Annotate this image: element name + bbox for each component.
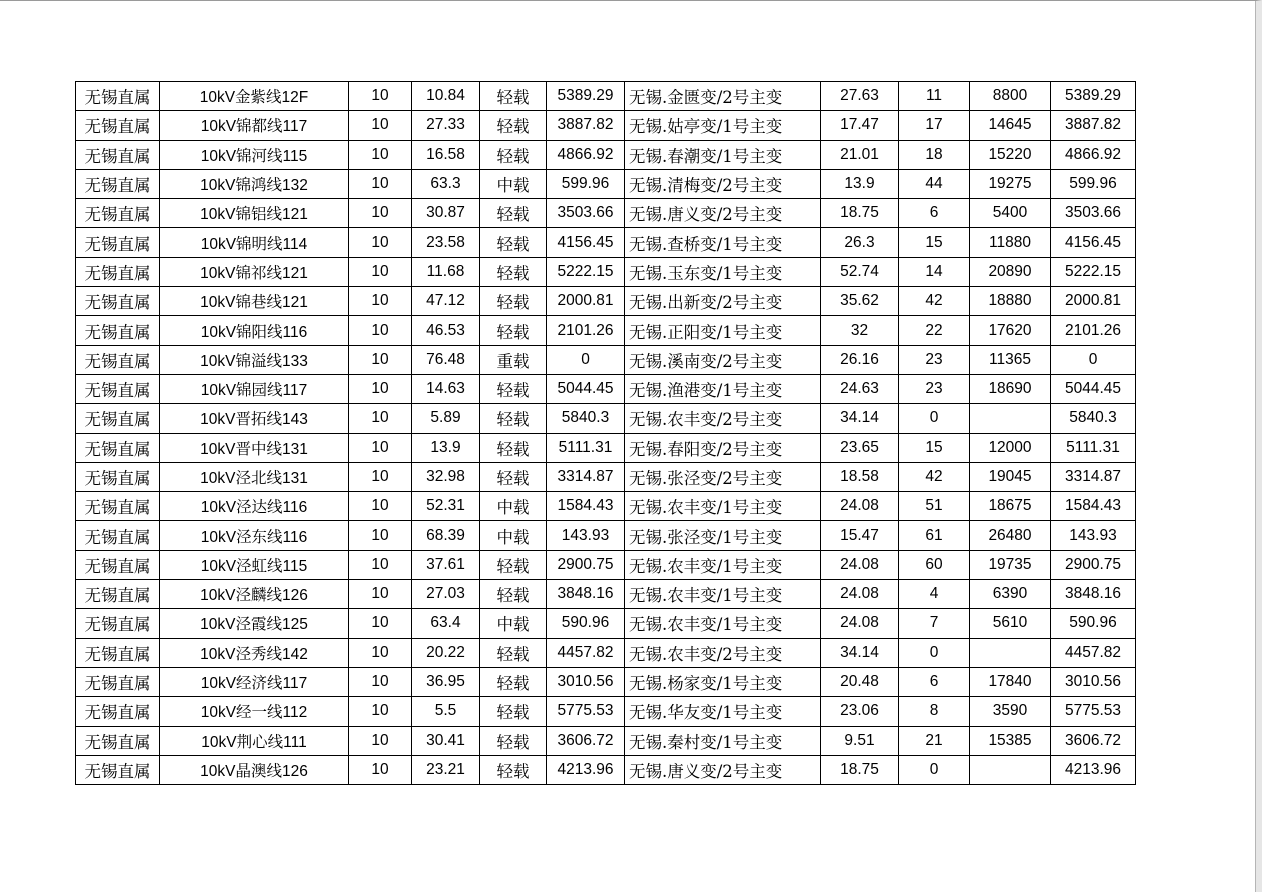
load-status-cell: 轻载 xyxy=(480,140,547,169)
org-cell: 无锡直属 xyxy=(76,521,160,550)
org-cell: 无锡直属 xyxy=(76,111,160,140)
org-cell: 无锡直属 xyxy=(76,550,160,579)
transformer-cell: 无锡.张泾变/2号主变 xyxy=(625,462,821,491)
transformer-cell: 无锡.玉东变/1号主变 xyxy=(625,257,821,286)
user-count-cell: 15 xyxy=(899,228,970,257)
load-status-cell: 轻载 xyxy=(480,755,547,784)
table-row xyxy=(76,697,1136,726)
user-count-cell: 6 xyxy=(899,199,970,228)
table-row xyxy=(76,111,1136,140)
load-rate-cell: 14.63 xyxy=(412,374,480,403)
user-count-cell: 7 xyxy=(899,609,970,638)
installed-capacity-cell: 15220 xyxy=(970,140,1051,169)
line-name-cell: 10kV锦铝线121 xyxy=(160,199,349,228)
transformer-load-cell: 26.3 xyxy=(821,228,899,257)
available-capacity-cell: 5775.53 xyxy=(547,697,625,726)
user-count-cell: 0 xyxy=(899,755,970,784)
line-name-cell: 10kV泾麟线126 xyxy=(160,580,349,609)
line-name-cell: 10kV锦园线117 xyxy=(160,374,349,403)
load-rate-cell: 63.3 xyxy=(412,169,480,198)
available-capacity-cell: 599.96 xyxy=(547,169,625,198)
transformer-load-cell: 23.06 xyxy=(821,697,899,726)
voltage-cell: 10 xyxy=(349,462,412,491)
voltage-cell: 10 xyxy=(349,550,412,579)
installed-capacity-cell: 3590 xyxy=(970,697,1051,726)
remaining-capacity-cell: 4156.45 xyxy=(1051,228,1136,257)
load-rate-cell: 5.5 xyxy=(412,697,480,726)
installed-capacity-cell: 11365 xyxy=(970,345,1051,374)
load-status-cell: 轻载 xyxy=(480,638,547,667)
transformer-cell: 无锡.姑亭变/1号主变 xyxy=(625,111,821,140)
load-rate-cell: 27.33 xyxy=(412,111,480,140)
installed-capacity-cell xyxy=(970,755,1051,784)
user-count-cell: 4 xyxy=(899,580,970,609)
load-rate-cell: 30.87 xyxy=(412,199,480,228)
voltage-cell: 10 xyxy=(349,755,412,784)
remaining-capacity-cell: 5044.45 xyxy=(1051,374,1136,403)
remaining-capacity-cell: 5389.29 xyxy=(1051,82,1136,111)
voltage-cell: 10 xyxy=(349,433,412,462)
transformer-load-cell: 24.63 xyxy=(821,374,899,403)
transformer-load-cell: 15.47 xyxy=(821,521,899,550)
transformer-cell: 无锡.春潮变/1号主变 xyxy=(625,140,821,169)
remaining-capacity-cell: 2900.75 xyxy=(1051,550,1136,579)
org-cell: 无锡直属 xyxy=(76,697,160,726)
voltage-cell: 10 xyxy=(349,697,412,726)
transformer-load-cell: 34.14 xyxy=(821,404,899,433)
installed-capacity-cell: 5400 xyxy=(970,199,1051,228)
load-rate-cell: 10.84 xyxy=(412,82,480,111)
line-name-cell: 10kV锦明线114 xyxy=(160,228,349,257)
table-row xyxy=(76,433,1136,462)
available-capacity-cell: 3887.82 xyxy=(547,111,625,140)
remaining-capacity-cell: 3848.16 xyxy=(1051,580,1136,609)
transformer-load-cell: 18.75 xyxy=(821,199,899,228)
voltage-cell: 10 xyxy=(349,140,412,169)
available-capacity-cell: 5044.45 xyxy=(547,374,625,403)
line-name-cell: 10kV泾东线116 xyxy=(160,521,349,550)
transformer-cell: 无锡.秦村变/1号主变 xyxy=(625,726,821,755)
remaining-capacity-cell: 599.96 xyxy=(1051,169,1136,198)
table-row xyxy=(76,345,1136,374)
load-status-cell: 轻载 xyxy=(480,111,547,140)
user-count-cell: 0 xyxy=(899,404,970,433)
table-row xyxy=(76,667,1136,696)
remaining-capacity-cell: 5111.31 xyxy=(1051,433,1136,462)
load-status-cell: 轻载 xyxy=(480,228,547,257)
available-capacity-cell: 4156.45 xyxy=(547,228,625,257)
table-row xyxy=(76,169,1136,198)
user-count-cell: 51 xyxy=(899,492,970,521)
table-row xyxy=(76,140,1136,169)
line-name-cell: 10kV泾达线116 xyxy=(160,492,349,521)
available-capacity-cell: 1584.43 xyxy=(547,492,625,521)
transformer-load-cell: 24.08 xyxy=(821,609,899,638)
available-capacity-cell: 2000.81 xyxy=(547,287,625,316)
table-row xyxy=(76,609,1136,638)
table-row xyxy=(76,580,1136,609)
transformer-load-cell: 13.9 xyxy=(821,169,899,198)
load-rate-cell: 37.61 xyxy=(412,550,480,579)
installed-capacity-cell: 26480 xyxy=(970,521,1051,550)
org-cell: 无锡直属 xyxy=(76,374,160,403)
load-status-cell: 轻载 xyxy=(480,374,547,403)
installed-capacity-cell: 18675 xyxy=(970,492,1051,521)
available-capacity-cell: 143.93 xyxy=(547,521,625,550)
user-count-cell: 21 xyxy=(899,726,970,755)
load-rate-cell: 30.41 xyxy=(412,726,480,755)
available-capacity-cell: 2101.26 xyxy=(547,316,625,345)
installed-capacity-cell: 19735 xyxy=(970,550,1051,579)
voltage-cell: 10 xyxy=(349,404,412,433)
org-cell: 无锡直属 xyxy=(76,433,160,462)
user-count-cell: 0 xyxy=(899,638,970,667)
available-capacity-cell: 3848.16 xyxy=(547,580,625,609)
voltage-cell: 10 xyxy=(349,638,412,667)
load-status-cell: 轻载 xyxy=(480,550,547,579)
remaining-capacity-cell: 3887.82 xyxy=(1051,111,1136,140)
table-row xyxy=(76,374,1136,403)
transformer-cell: 无锡.春阳变/2号主变 xyxy=(625,433,821,462)
transformer-cell: 无锡.唐义变/2号主变 xyxy=(625,755,821,784)
line-name-cell: 10kV经济线117 xyxy=(160,667,349,696)
org-cell: 无锡直属 xyxy=(76,580,160,609)
installed-capacity-cell: 17620 xyxy=(970,316,1051,345)
remaining-capacity-cell: 3010.56 xyxy=(1051,667,1136,696)
voltage-cell: 10 xyxy=(349,287,412,316)
load-rate-cell: 11.68 xyxy=(412,257,480,286)
transformer-cell: 无锡.华友变/1号主变 xyxy=(625,697,821,726)
org-cell: 无锡直属 xyxy=(76,404,160,433)
table-row xyxy=(76,492,1136,521)
remaining-capacity-cell: 3314.87 xyxy=(1051,462,1136,491)
voltage-cell: 10 xyxy=(349,169,412,198)
user-count-cell: 60 xyxy=(899,550,970,579)
remaining-capacity-cell: 3503.66 xyxy=(1051,199,1136,228)
line-name-cell: 10kV荆心线111 xyxy=(160,726,349,755)
table-row xyxy=(76,199,1136,228)
load-status-cell: 轻载 xyxy=(480,199,547,228)
installed-capacity-cell: 6390 xyxy=(970,580,1051,609)
org-cell: 无锡直属 xyxy=(76,199,160,228)
line-name-cell: 10kV泾霞线125 xyxy=(160,609,349,638)
load-status-cell: 轻载 xyxy=(480,697,547,726)
load-status-cell: 轻载 xyxy=(480,82,547,111)
installed-capacity-cell: 19045 xyxy=(970,462,1051,491)
table-row xyxy=(76,755,1136,784)
org-cell: 无锡直属 xyxy=(76,492,160,521)
voltage-cell: 10 xyxy=(349,726,412,755)
user-count-cell: 23 xyxy=(899,374,970,403)
load-rate-cell: 23.21 xyxy=(412,755,480,784)
load-status-cell: 中载 xyxy=(480,609,547,638)
org-cell: 无锡直属 xyxy=(76,316,160,345)
installed-capacity-cell: 15385 xyxy=(970,726,1051,755)
user-count-cell: 23 xyxy=(899,345,970,374)
table-row xyxy=(76,638,1136,667)
org-cell: 无锡直属 xyxy=(76,287,160,316)
available-capacity-cell: 2900.75 xyxy=(547,550,625,579)
load-rate-cell: 13.9 xyxy=(412,433,480,462)
load-status-cell: 轻载 xyxy=(480,316,547,345)
remaining-capacity-cell: 4213.96 xyxy=(1051,755,1136,784)
org-cell: 无锡直属 xyxy=(76,257,160,286)
installed-capacity-cell: 11880 xyxy=(970,228,1051,257)
transformer-load-cell: 27.63 xyxy=(821,82,899,111)
available-capacity-cell: 5111.31 xyxy=(547,433,625,462)
transformer-load-cell: 52.74 xyxy=(821,257,899,286)
remaining-capacity-cell: 590.96 xyxy=(1051,609,1136,638)
transformer-load-cell: 32 xyxy=(821,316,899,345)
transformer-cell: 无锡.清梅变/2号主变 xyxy=(625,169,821,198)
transformer-load-cell: 35.62 xyxy=(821,287,899,316)
remaining-capacity-cell: 0 xyxy=(1051,345,1136,374)
load-rate-cell: 16.58 xyxy=(412,140,480,169)
line-name-cell: 10kV锦鸿线132 xyxy=(160,169,349,198)
transformer-load-cell: 21.01 xyxy=(821,140,899,169)
transformer-load-cell: 24.08 xyxy=(821,550,899,579)
voltage-cell: 10 xyxy=(349,521,412,550)
installed-capacity-cell: 14645 xyxy=(970,111,1051,140)
remaining-capacity-cell: 5222.15 xyxy=(1051,257,1136,286)
load-status-cell: 中载 xyxy=(480,521,547,550)
feeder-load-table xyxy=(75,81,1136,785)
org-cell: 无锡直属 xyxy=(76,82,160,111)
installed-capacity-cell: 20890 xyxy=(970,257,1051,286)
transformer-load-cell: 34.14 xyxy=(821,638,899,667)
line-name-cell: 10kV晋拓线143 xyxy=(160,404,349,433)
available-capacity-cell: 5389.29 xyxy=(547,82,625,111)
transformer-load-cell: 17.47 xyxy=(821,111,899,140)
line-name-cell: 10kV泾虹线115 xyxy=(160,550,349,579)
user-count-cell: 14 xyxy=(899,257,970,286)
transformer-load-cell: 18.58 xyxy=(821,462,899,491)
page-edge xyxy=(1255,1,1256,892)
load-status-cell: 轻载 xyxy=(480,287,547,316)
line-name-cell: 10kV锦巷线121 xyxy=(160,287,349,316)
user-count-cell: 17 xyxy=(899,111,970,140)
voltage-cell: 10 xyxy=(349,316,412,345)
user-count-cell: 44 xyxy=(899,169,970,198)
transformer-cell: 无锡.农丰变/1号主变 xyxy=(625,550,821,579)
remaining-capacity-cell: 2101.26 xyxy=(1051,316,1136,345)
user-count-cell: 42 xyxy=(899,462,970,491)
remaining-capacity-cell: 4457.82 xyxy=(1051,638,1136,667)
table-row xyxy=(76,404,1136,433)
available-capacity-cell: 590.96 xyxy=(547,609,625,638)
transformer-cell: 无锡.农丰变/1号主变 xyxy=(625,609,821,638)
transformer-cell: 无锡.张泾变/1号主变 xyxy=(625,521,821,550)
transformer-cell: 无锡.农丰变/1号主变 xyxy=(625,492,821,521)
transformer-cell: 无锡.查桥变/1号主变 xyxy=(625,228,821,257)
user-count-cell: 61 xyxy=(899,521,970,550)
table-row xyxy=(76,287,1136,316)
voltage-cell: 10 xyxy=(349,257,412,286)
voltage-cell: 10 xyxy=(349,345,412,374)
line-name-cell: 10kV经一线112 xyxy=(160,697,349,726)
available-capacity-cell: 5840.3 xyxy=(547,404,625,433)
table-row xyxy=(76,521,1136,550)
table-row xyxy=(76,462,1136,491)
load-status-cell: 轻载 xyxy=(480,667,547,696)
voltage-cell: 10 xyxy=(349,82,412,111)
org-cell: 无锡直属 xyxy=(76,755,160,784)
table-row xyxy=(76,228,1136,257)
table-body xyxy=(76,82,1136,785)
load-status-cell: 中载 xyxy=(480,492,547,521)
transformer-cell: 无锡.农丰变/1号主变 xyxy=(625,580,821,609)
org-cell: 无锡直属 xyxy=(76,726,160,755)
user-count-cell: 15 xyxy=(899,433,970,462)
installed-capacity-cell: 12000 xyxy=(970,433,1051,462)
load-rate-cell: 36.95 xyxy=(412,667,480,696)
org-cell: 无锡直属 xyxy=(76,609,160,638)
available-capacity-cell: 4457.82 xyxy=(547,638,625,667)
user-count-cell: 18 xyxy=(899,140,970,169)
voltage-cell: 10 xyxy=(349,580,412,609)
transformer-cell: 无锡.渔港变/1号主变 xyxy=(625,374,821,403)
available-capacity-cell: 5222.15 xyxy=(547,257,625,286)
table-row xyxy=(76,550,1136,579)
voltage-cell: 10 xyxy=(349,199,412,228)
remaining-capacity-cell: 2000.81 xyxy=(1051,287,1136,316)
load-rate-cell: 20.22 xyxy=(412,638,480,667)
load-status-cell: 轻载 xyxy=(480,433,547,462)
transformer-cell: 无锡.出新变/2号主变 xyxy=(625,287,821,316)
line-name-cell: 10kV泾秀线142 xyxy=(160,638,349,667)
installed-capacity-cell: 8800 xyxy=(970,82,1051,111)
org-cell: 无锡直属 xyxy=(76,228,160,257)
transformer-cell: 无锡.金匮变/2号主变 xyxy=(625,82,821,111)
line-name-cell: 10kV泾北线131 xyxy=(160,462,349,491)
transformer-cell: 无锡.唐义变/2号主变 xyxy=(625,199,821,228)
transformer-cell: 无锡.杨家变/1号主变 xyxy=(625,667,821,696)
voltage-cell: 10 xyxy=(349,667,412,696)
installed-capacity-cell xyxy=(970,404,1051,433)
load-status-cell: 重载 xyxy=(480,345,547,374)
transformer-load-cell: 18.75 xyxy=(821,755,899,784)
installed-capacity-cell: 17840 xyxy=(970,667,1051,696)
transformer-load-cell: 24.08 xyxy=(821,492,899,521)
org-cell: 无锡直属 xyxy=(76,345,160,374)
load-rate-cell: 52.31 xyxy=(412,492,480,521)
remaining-capacity-cell: 5775.53 xyxy=(1051,697,1136,726)
remaining-capacity-cell: 4866.92 xyxy=(1051,140,1136,169)
load-status-cell: 轻载 xyxy=(480,404,547,433)
table-row xyxy=(76,726,1136,755)
load-status-cell: 中载 xyxy=(480,169,547,198)
line-name-cell: 10kV锦河线115 xyxy=(160,140,349,169)
org-cell: 无锡直属 xyxy=(76,140,160,169)
installed-capacity-cell: 18690 xyxy=(970,374,1051,403)
available-capacity-cell: 3503.66 xyxy=(547,199,625,228)
load-rate-cell: 47.12 xyxy=(412,287,480,316)
load-rate-cell: 63.4 xyxy=(412,609,480,638)
table-row xyxy=(76,257,1136,286)
remaining-capacity-cell: 3606.72 xyxy=(1051,726,1136,755)
transformer-cell: 无锡.正阳变/1号主变 xyxy=(625,316,821,345)
remaining-capacity-cell: 5840.3 xyxy=(1051,404,1136,433)
load-status-cell: 轻载 xyxy=(480,257,547,286)
line-name-cell: 10kV锦祁线121 xyxy=(160,257,349,286)
line-name-cell: 10kV金紫线12F xyxy=(160,82,349,111)
line-name-cell: 10kV锦溢线133 xyxy=(160,345,349,374)
table-row xyxy=(76,316,1136,345)
org-cell: 无锡直属 xyxy=(76,462,160,491)
line-name-cell: 10kV锦都线117 xyxy=(160,111,349,140)
user-count-cell: 8 xyxy=(899,697,970,726)
line-name-cell: 10kV锦阳线116 xyxy=(160,316,349,345)
user-count-cell: 11 xyxy=(899,82,970,111)
voltage-cell: 10 xyxy=(349,111,412,140)
line-name-cell: 10kV晶澳线126 xyxy=(160,755,349,784)
remaining-capacity-cell: 1584.43 xyxy=(1051,492,1136,521)
transformer-load-cell: 20.48 xyxy=(821,667,899,696)
user-count-cell: 6 xyxy=(899,667,970,696)
transformer-cell: 无锡.农丰变/2号主变 xyxy=(625,638,821,667)
available-capacity-cell: 3314.87 xyxy=(547,462,625,491)
load-rate-cell: 32.98 xyxy=(412,462,480,491)
available-capacity-cell: 4866.92 xyxy=(547,140,625,169)
available-capacity-cell: 3606.72 xyxy=(547,726,625,755)
load-rate-cell: 68.39 xyxy=(412,521,480,550)
org-cell: 无锡直属 xyxy=(76,638,160,667)
load-status-cell: 轻载 xyxy=(480,580,547,609)
transformer-cell: 无锡.溪南变/2号主变 xyxy=(625,345,821,374)
user-count-cell: 22 xyxy=(899,316,970,345)
voltage-cell: 10 xyxy=(349,228,412,257)
available-capacity-cell: 3010.56 xyxy=(547,667,625,696)
transformer-load-cell: 26.16 xyxy=(821,345,899,374)
installed-capacity-cell: 18880 xyxy=(970,287,1051,316)
load-status-cell: 轻载 xyxy=(480,462,547,491)
line-name-cell: 10kV晋中线131 xyxy=(160,433,349,462)
voltage-cell: 10 xyxy=(349,609,412,638)
voltage-cell: 10 xyxy=(349,374,412,403)
transformer-cell: 无锡.农丰变/2号主变 xyxy=(625,404,821,433)
remaining-capacity-cell: 143.93 xyxy=(1051,521,1136,550)
transformer-load-cell: 24.08 xyxy=(821,580,899,609)
load-status-cell: 轻载 xyxy=(480,726,547,755)
voltage-cell: 10 xyxy=(349,492,412,521)
load-rate-cell: 27.03 xyxy=(412,580,480,609)
table-row xyxy=(76,82,1136,111)
installed-capacity-cell: 5610 xyxy=(970,609,1051,638)
available-capacity-cell: 0 xyxy=(547,345,625,374)
load-rate-cell: 23.58 xyxy=(412,228,480,257)
user-count-cell: 42 xyxy=(899,287,970,316)
installed-capacity-cell: 19275 xyxy=(970,169,1051,198)
load-rate-cell: 5.89 xyxy=(412,404,480,433)
transformer-load-cell: 9.51 xyxy=(821,726,899,755)
load-rate-cell: 76.48 xyxy=(412,345,480,374)
org-cell: 无锡直属 xyxy=(76,667,160,696)
load-rate-cell: 46.53 xyxy=(412,316,480,345)
installed-capacity-cell xyxy=(970,638,1051,667)
org-cell: 无锡直属 xyxy=(76,169,160,198)
available-capacity-cell: 4213.96 xyxy=(547,755,625,784)
transformer-load-cell: 23.65 xyxy=(821,433,899,462)
